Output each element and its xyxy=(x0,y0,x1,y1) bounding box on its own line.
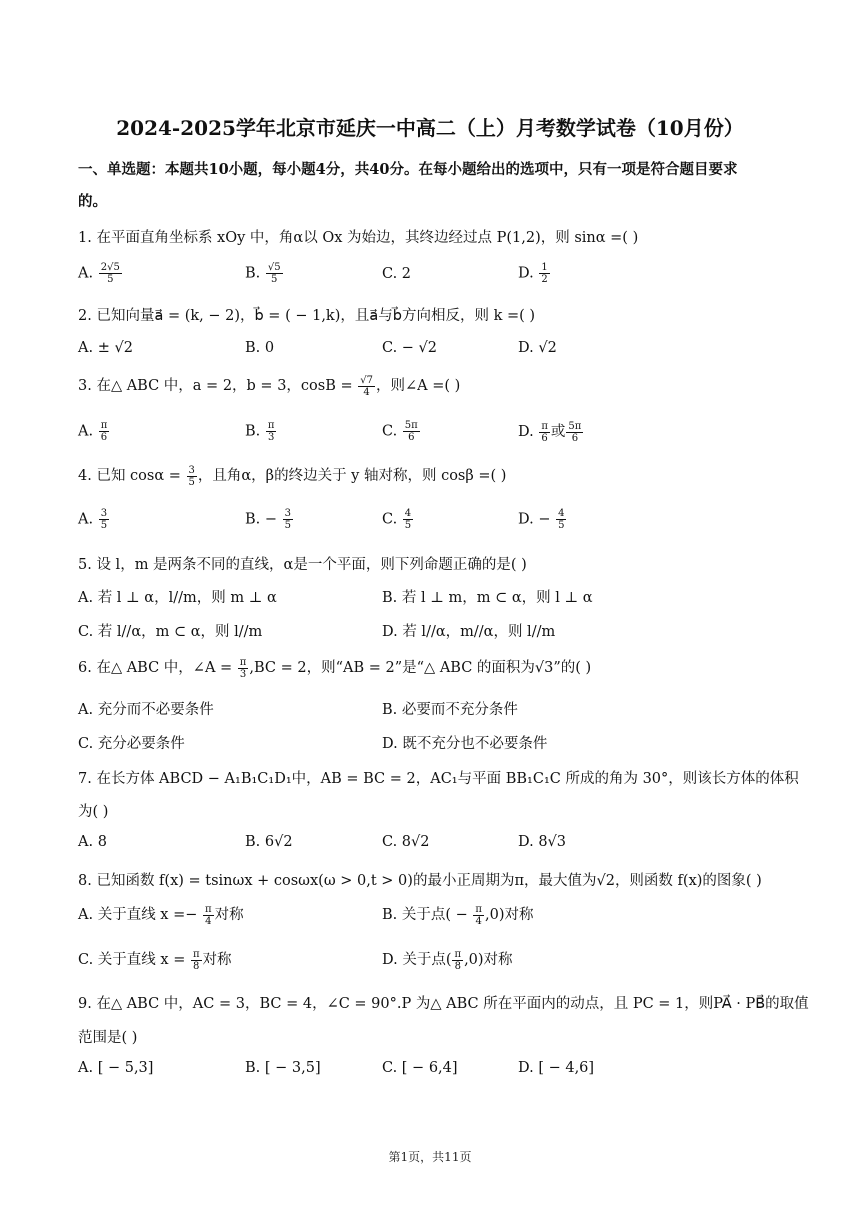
page-title: 2024-2025学年北京市延庆一中高二（上）月考数学试卷（10月份） xyxy=(116,116,744,140)
q4-option-d: D. − $\frac{4}{5}$ xyxy=(518,508,565,531)
q5-option-b: B. 若 l ⊥ m，m ⊂ α，则 l ⊥ α xyxy=(382,590,593,606)
question-5-stem: 5. 设 l，m 是两条不同的直线，α是一个平面，则下列命题正确的是( ) xyxy=(78,557,527,573)
q3-option-c: C. $\frac{5\pi}{6}$ xyxy=(382,420,418,443)
q3-option-a: A. $\frac{\pi}{6}$ xyxy=(78,420,108,443)
q2-option-a: A. ± √2 xyxy=(78,340,133,356)
section-heading: 一、单选题：本题共10小题，每小题4分，共40分。在每小题给出的选项中，只有一项是符合题目要求 xyxy=(78,161,738,178)
question-8-stem: 8. 已知函数 f(x) = tsinωx + cosωx(ω > 0,t > 0)的最小正周期为π，最大值为√2，则函数 f(x)的图象( ) xyxy=(78,873,762,889)
q1-option-b: B. $\frac{√5}{5}$ xyxy=(245,262,281,285)
q9-option-a: A. [ − 5,3] xyxy=(78,1060,154,1076)
q2-option-b: B. 0 xyxy=(245,340,275,356)
q6-option-b: B. 必要而不充分条件 xyxy=(382,702,518,718)
q7-option-d: D. 8√3 xyxy=(518,834,567,850)
q9-option-c: C. [ − 6,4] xyxy=(382,1060,458,1076)
q9-option-d: D. [ − 4,6] xyxy=(518,1060,595,1076)
q8-option-b: B. 关于点( − $\frac{\pi}{4}$ ,0)对称 xyxy=(382,903,534,927)
q1-option-d: D. $\frac{1}{2}$ xyxy=(518,262,548,285)
question-7-stem: 7. 在长方体 ABCD − A₁B₁C₁D₁中，AB = BC = 2，AC₁与平面 BB₁C₁C 所成的角为 30°，则该长方体的体积 xyxy=(78,771,799,787)
question-1-stem: 1. 在平面直角坐标系 xOy 中，角α以 Ox 为始边，其终边经过点 P(1,2)，则 sinα =( ) xyxy=(78,230,639,246)
q8-option-a: A. 关于直线 x =− $\frac{\pi}{4}$ 对称 xyxy=(78,903,244,927)
q2-option-c: C. − √2 xyxy=(382,340,438,356)
q6-option-d: D. 既不充分也不必要条件 xyxy=(382,736,548,752)
q7-option-b: B. 6√2 xyxy=(245,834,293,850)
q3-option-b: B. $\frac{\pi}{3}$ xyxy=(245,420,275,443)
q4-option-a: A. $\frac{3}{5}$ xyxy=(78,508,108,531)
question-3-stem: 3. 在△ ABC 中，a = 2，b = 3，cosB = $\frac{√7}{4}$ ，则∠A =( ) xyxy=(78,374,461,398)
q7-option-c: C. 8√2 xyxy=(382,834,430,850)
q5-option-d: D. 若 l//α，m//α，则 l//m xyxy=(382,624,556,640)
q5-option-a: A. 若 l ⊥ α，l//m，则 m ⊥ α xyxy=(78,590,277,606)
question-2-stem: 2. 已知向量a⃗ = (k, − 2)，b⃗ = ( − 1,k)，且a⃗与b⃗方向相反，则 k =( ) xyxy=(78,308,536,324)
section-heading-cont: 的。 xyxy=(78,193,107,210)
question-6-stem: 6. 在△ ABC 中，∠A = $\frac{\pi}{3}$ ,BC = 2，则“AB = 2”是“△ ABC 的面积为√3”的( ) xyxy=(78,656,592,680)
question-4-stem: 4. 已知 cosα = $\frac{3}{5}$ ，且角α，β的终边关于 y 轴对称，则 cosβ =( ) xyxy=(78,464,507,488)
question-9-stem: 9. 在△ ABC 中，AC = 3，BC = 4，∠C = 90°.P 为△ ABC 所在平面内的动点，且 PC = 1，则PA⃗ · PB⃗的取值 xyxy=(78,996,809,1012)
q4-option-c: C. $\frac{4}{5}$ xyxy=(382,508,412,531)
question-7-stem-cont: 为( ) xyxy=(78,804,109,820)
q2-option-d: D. √2 xyxy=(518,340,557,356)
q1-option-c: C. 2 xyxy=(382,266,412,282)
q8-option-c: C. 关于直线 x = $\frac{\pi}{8}$ 对称 xyxy=(78,948,232,972)
q5-option-c: C. 若 l//α，m ⊂ α，则 l//m xyxy=(78,624,263,640)
q6-option-c: C. 充分必要条件 xyxy=(78,736,185,752)
q8-option-d: D. 关于点( $\frac{\pi}{8}$ ,0)对称 xyxy=(382,948,513,972)
q9-option-b: B. [ − 3,5] xyxy=(245,1060,321,1076)
q1-option-a: A. $\frac{2√5}{5}$ xyxy=(78,262,120,285)
question-9-stem-cont: 范围是( ) xyxy=(78,1030,138,1046)
q6-option-a: A. 充分而不必要条件 xyxy=(78,702,214,718)
q4-option-b: B. − $\frac{3}{5}$ xyxy=(245,508,292,531)
q7-option-a: A. 8 xyxy=(78,834,107,850)
q3-option-d: D. $\frac{\pi}{6}$ 或 $\frac{5\pi}{6}$ xyxy=(518,420,582,444)
page-footer: 第1页，共11页 xyxy=(388,1150,472,1164)
